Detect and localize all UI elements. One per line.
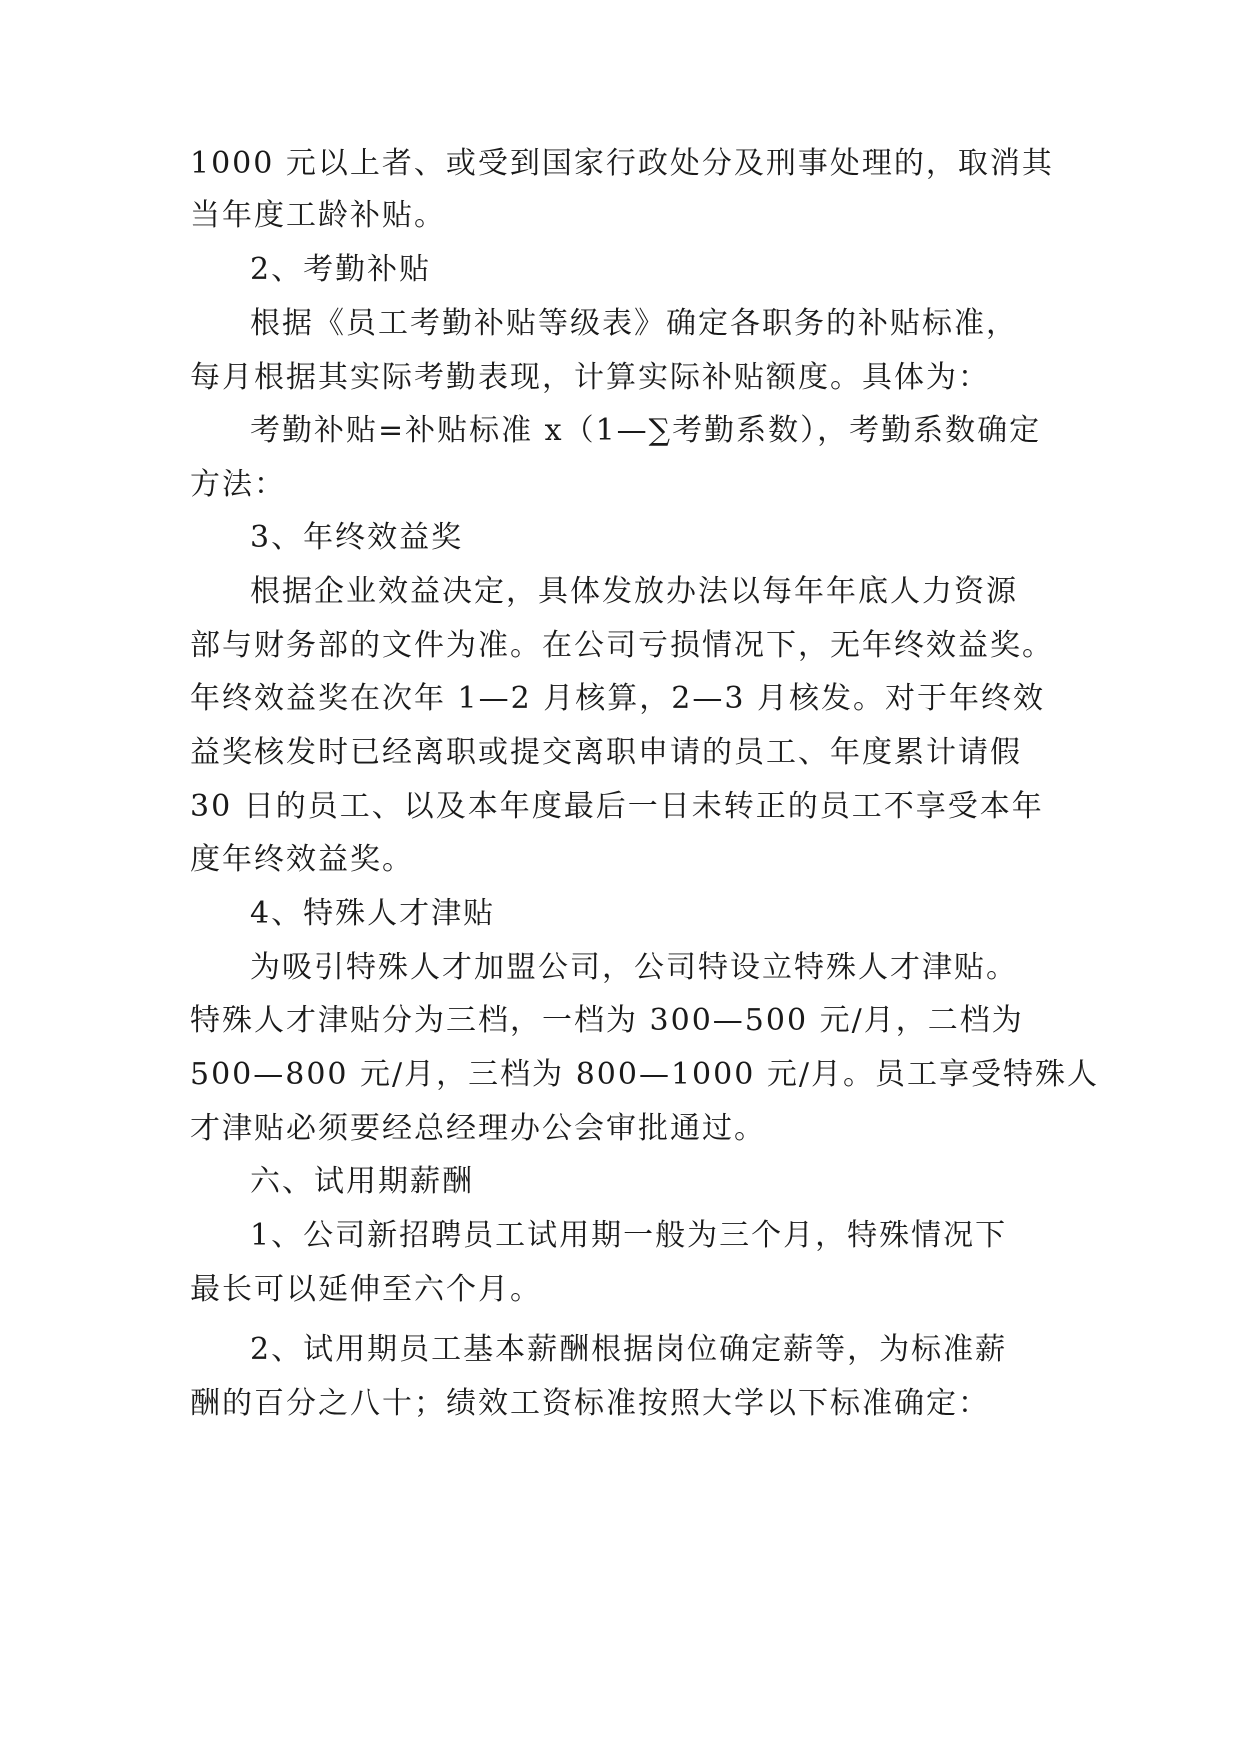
text-line: 年终效益奖在次年 1—2 月核算，2—3 月核发。对于年终效: [190, 681, 1045, 716]
section-heading: 3、年终效益奖: [250, 520, 464, 555]
text-line: 当年度工龄补贴。: [190, 198, 446, 233]
formula-line: 考勤补贴=补贴标准 x（1—∑考勤系数），考勤系数确定: [250, 413, 1042, 448]
section-heading: 4、特殊人才津贴: [250, 896, 496, 931]
text-line: 每月根据其实际考勤表现，计算实际补贴额度。具体为：: [190, 360, 990, 395]
text-line: 根据企业效益决定，具体发放办法以每年年底人力资源: [250, 574, 1018, 609]
text-line: 特殊人才津贴分为三档，一档为 300—500 元/月，二档为: [190, 1003, 1024, 1038]
text-line: 方法：: [190, 467, 286, 502]
text-line: 部与财务部的文件为准。在公司亏损情况下，无年终效益奖。: [190, 628, 1054, 663]
text-line: 2、试用期员工基本薪酬根据岗位确定薪等，为标准薪: [250, 1332, 1008, 1367]
chapter-heading: 六、试用期薪酬: [250, 1164, 474, 1199]
text-line: 500—800 元/月，三档为 800—1000 元/月。员工享受特殊人: [190, 1057, 1099, 1092]
text-line: 最长可以延伸至六个月。: [190, 1272, 542, 1307]
text-line: 益奖核发时已经离职或提交离职申请的员工、年度累计请假: [190, 735, 1022, 770]
text-line: 为吸引特殊人才加盟公司，公司特设立特殊人才津贴。: [250, 950, 1018, 985]
text-line: 度年终效益奖。: [190, 842, 414, 877]
text-line: 1、公司新招聘员工试用期一般为三个月，特殊情况下: [250, 1218, 1008, 1253]
text-line: 才津贴必须要经总经理办公会审批通过。: [190, 1111, 766, 1146]
text-line: 30 日的员工、以及本年度最后一日未转正的员工不享受本年: [190, 789, 1044, 824]
text-line: 1000 元以上者、或受到国家行政处分及刑事处理的，取消其: [190, 146, 1054, 181]
text-line: 根据《员工考勤补贴等级表》确定各职务的补贴标准，: [250, 306, 1018, 341]
section-heading: 2、考勤补贴: [250, 252, 432, 287]
text-line: 酬的百分之八十；绩效工资标准按照大学以下标准确定：: [190, 1386, 990, 1421]
